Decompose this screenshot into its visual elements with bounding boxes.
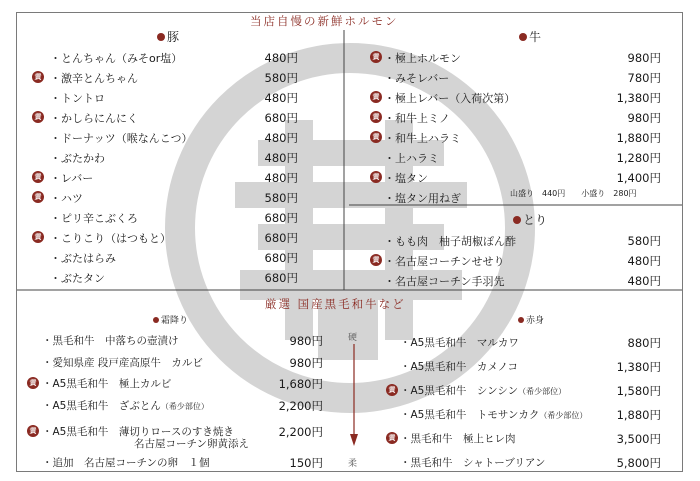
beef-item-name: ・みそレバー	[384, 72, 450, 85]
pork-item-price: 680円	[264, 271, 298, 285]
pork-item-name: ・ぶたかわ	[50, 152, 105, 165]
pork-item-name: ・ピリ辛こぶくろ	[50, 212, 138, 225]
beef-item-price: 1,380円	[616, 91, 661, 105]
special-badge-icon: 黄	[370, 171, 382, 183]
special-badge-icon: 黄	[32, 71, 44, 83]
akami-item-note: （希少部位）	[539, 411, 588, 420]
shimofuri-item-price: 150円	[289, 456, 323, 470]
akami-heading: 赤身	[518, 313, 544, 326]
beef-item-name: ・塩タン用ねぎ	[384, 192, 461, 205]
akami-item-note: （希少部位）	[518, 387, 567, 396]
beef-item-price: 980円	[627, 111, 661, 125]
pork-item-name: ・激辛とんちゃん	[50, 72, 138, 85]
page-title: 当店自慢の新鮮ホルモン	[250, 14, 399, 28]
special-badge-icon: 黄	[32, 171, 44, 183]
chicken-item-name: ・名古屋コーチンせせり	[384, 255, 505, 268]
shimofuri-item-price: 2,200円	[278, 399, 323, 413]
pork-item-name: ・ドーナッツ（喉なんこつ）	[50, 132, 193, 145]
pork-item-price: 480円	[264, 51, 298, 65]
pork-item-name: ・とんちゃん（みそor塩）	[50, 52, 183, 65]
beef-item-name: ・塩タン	[384, 172, 428, 185]
special-badge-icon: 黄	[386, 432, 398, 444]
beef-item-price: 1,280円	[616, 151, 661, 165]
chicken-item-price: 480円	[627, 274, 661, 288]
texture-arrow-head	[350, 434, 358, 446]
shimofuri-item-price: 2,200円	[278, 425, 323, 439]
beef-item-price: 980円	[627, 51, 661, 65]
akami-item-price: 1,880円	[616, 408, 661, 422]
shimofuri-item-name: ・愛知県産 段戸産高原牛 カルビ	[42, 357, 203, 369]
shimofuri-item-name: ・黒毛和牛 中落ちの壺漬け	[42, 335, 179, 347]
akami-item-price: 1,580円	[616, 384, 661, 398]
special-badge-icon: 黄	[370, 131, 382, 143]
negi-price-note: 山盛り 440円 小盛り 280円	[510, 189, 637, 198]
pork-item-price: 580円	[264, 191, 298, 205]
pork-item-price: 680円	[264, 111, 298, 125]
special-badge-icon: 黄	[370, 51, 382, 63]
beef-item-price: 780円	[627, 71, 661, 85]
pork-item-name: ・レバー	[50, 172, 94, 185]
akami-item-price: 5,800円	[616, 456, 661, 470]
pork-item-price: 480円	[264, 131, 298, 145]
pork-item-price: 480円	[264, 91, 298, 105]
beef-item-name: ・和牛上ミノ	[384, 112, 450, 125]
beef-item-price: 1,880円	[616, 131, 661, 145]
shimofuri-item-name: ・追加 名古屋コーチンの卵 １個	[42, 457, 210, 469]
pork-item-name: ・トントロ	[50, 92, 105, 105]
shimofuri-item-name: 名古屋コーチン卵黄添え	[134, 438, 249, 450]
akami-item-price: 3,500円	[616, 432, 661, 446]
pork-item-name: ・こりこり（はつもと）	[50, 232, 171, 245]
shimofuri-item-note: （希少部位）	[160, 402, 209, 411]
chicken-item-price: 580円	[627, 234, 661, 248]
beef-item-name: ・上ハラミ	[384, 152, 439, 165]
akami-item-price: 1,380円	[616, 360, 661, 374]
akami-item-name: ・A5黒毛和牛 トモサンカク（希少部位）	[400, 409, 588, 421]
special-badge-icon: 黄	[370, 254, 382, 266]
pork-item-name: ・かしらにんにく	[50, 112, 138, 125]
chicken-heading: とり	[513, 211, 547, 228]
beef-heading: 牛	[519, 28, 541, 45]
beef-item-name: ・極上ホルモン	[384, 52, 461, 65]
pork-item-price: 680円	[264, 251, 298, 265]
shimofuri-item-name: ・A5黒毛和牛 ざぶとん（希少部位）	[42, 400, 209, 412]
special-badge-icon: 黄	[386, 384, 398, 396]
special-badge-icon: 黄	[370, 91, 382, 103]
chicken-item-name: ・もも肉 柚子胡椒ぽん酢	[384, 235, 516, 248]
shimofuri-item-price: 980円	[289, 356, 323, 370]
akami-item-name: ・A5黒毛和牛 マルカワ	[400, 337, 519, 349]
pork-item-price: 680円	[264, 231, 298, 245]
shimofuri-item-name: ・A5黒毛和牛 極上カルビ	[42, 378, 172, 390]
chicken-item-price: 480円	[627, 254, 661, 268]
texture-hard-label: 硬	[348, 333, 358, 343]
shimofuri-item-price: 980円	[289, 334, 323, 348]
akami-item-name: ・A5黒毛和牛 シンシン（希少部位）	[400, 385, 567, 397]
pork-heading: 豚	[157, 28, 179, 45]
pork-item-price: 680円	[264, 211, 298, 225]
pork-item-name: ・ぶたはらみ	[50, 252, 116, 265]
special-badge-icon: 黄	[27, 425, 39, 437]
special-badge-icon: 黄	[32, 111, 44, 123]
akami-item-name: ・黒毛和牛 極上ヒレ肉	[400, 433, 516, 445]
chicken-item-name: ・名古屋コーチン手羽先	[384, 275, 505, 288]
pork-item-name: ・ぶたタン	[50, 272, 105, 285]
special-badge-icon: 黄	[27, 377, 39, 389]
pork-item-price: 480円	[264, 171, 298, 185]
pork-item-price: 480円	[264, 151, 298, 165]
texture-soft-label: 柔	[348, 459, 358, 469]
akami-item-name: ・黒毛和牛 シャトーブリアン	[400, 457, 546, 469]
special-badge-icon: 黄	[370, 111, 382, 123]
pork-item-price: 580円	[264, 71, 298, 85]
akami-item-name: ・A5黒毛和牛 カメノコ	[400, 361, 519, 373]
special-badge-icon: 黄	[32, 231, 44, 243]
shimofuri-item-name: ・A5黒毛和牛 薄切りロースのすき焼き	[42, 426, 234, 438]
beef-item-name: ・極上レバー（入荷次第）	[384, 92, 516, 105]
beef-item-name: ・和牛上ハラミ	[384, 132, 461, 145]
wagyu-title: 厳選 国産黒毛和牛など	[265, 297, 406, 311]
shimofuri-heading: 霜降り	[153, 313, 188, 326]
akami-item-price: 880円	[627, 336, 661, 350]
special-badge-icon: 黄	[32, 191, 44, 203]
shimofuri-item-price: 1,680円	[278, 377, 323, 391]
pork-item-name: ・ハツ	[50, 192, 83, 205]
beef-item-price: 1,400円	[616, 171, 661, 185]
